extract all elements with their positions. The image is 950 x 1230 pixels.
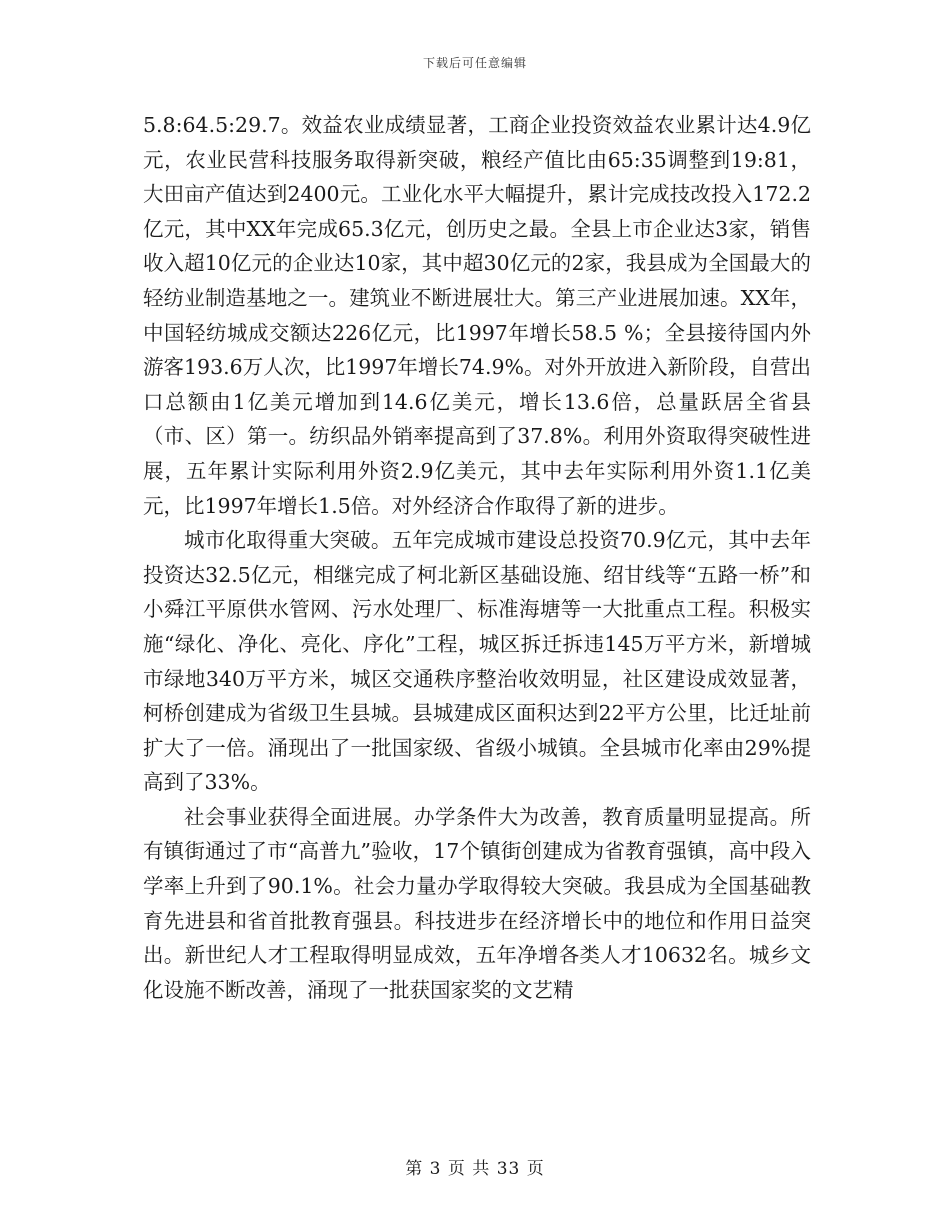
paragraph-urbanization: 城市化取得重大突破。五年完成城市建设总投资70.9亿元，其中去年投资达32.5亿元，相继完成了柯北新区基础设施、绍甘线等“五路一桥”和小舜江平原供水管网、污水处理厂、标准海塘等一大批重点工程。积极实施“绿化、净化、亮化、序化”工程，城区拆迁拆违145万平方米，新增城市绿地340万平方米，城区交通秩序整治收效明显，社区建设成效显著，柯桥创建成为省级卫生县城。县城建成区面积达到22平方公里，比迁址前扩大了一倍。涌现出了一批国家级、省级小城镇。全县城市化率由29%提高到了33%。 [143,528,811,795]
document-body [143,108,811,1007]
paragraph-social-undertakings: 社会事业获得全面进展。办学条件大为改善，教育质量明显提高。所有镇街通过了市“高普九”验收，17个镇街创建成为省教育强镇，高中段入学率上升到了90.1%。社会力量办学取得较大突破。我县成为全国基础教育先进县和省首批教育强县。科技进步在经济增长中的地位和作用日益突出。新世纪人才工程取得明显成效，五年净增各类人才10632名。城乡文化设施不断改善，涌现了一批获国家奖的文艺精 [143,804,811,1002]
page-header: 下载后可任意编辑 [422,56,527,70]
page-number: 第 3 页 共 33 页 [405,1159,545,1179]
paragraph-economy: 5.8:64.5:29.7。效益农业成绩显著，工商企业投资效益农业累计达4.9亿元，农业民营科技服务取得新突破，粮经产值比由65:35调整到19:81，大田亩产值达到2400元。工业化水平大幅提升，累计完成技改投入172.2亿元，其中XX年完成65.3亿元，创历史之最。全县上市企业达3家，销售收入超10亿元的企业达10家，其中超30亿元的2家，我县成为全国最大的轻纺业制造基地之一。建筑业不断进展壮大。第三产业进展加速。XX年，中国轻纺城成交额达226亿元，比1997年增长58.5 %；全县接待国内外游客193.6万人次，比1997年增长74.9%。对外开放进入新阶段，自营出口总额由1亿美元增加到14.6亿美元，增长13.6倍，总量跃居全省县（市、区）第一。纺织品外销率提高到了37.8%。利用外资取得突破性进展，五年累计实际利用外资2.9亿美元，其中去年实际利用外资1.1亿美元，比1997年增长1.5倍。对外经济合作取得了新的进步。 [143,113,811,518]
